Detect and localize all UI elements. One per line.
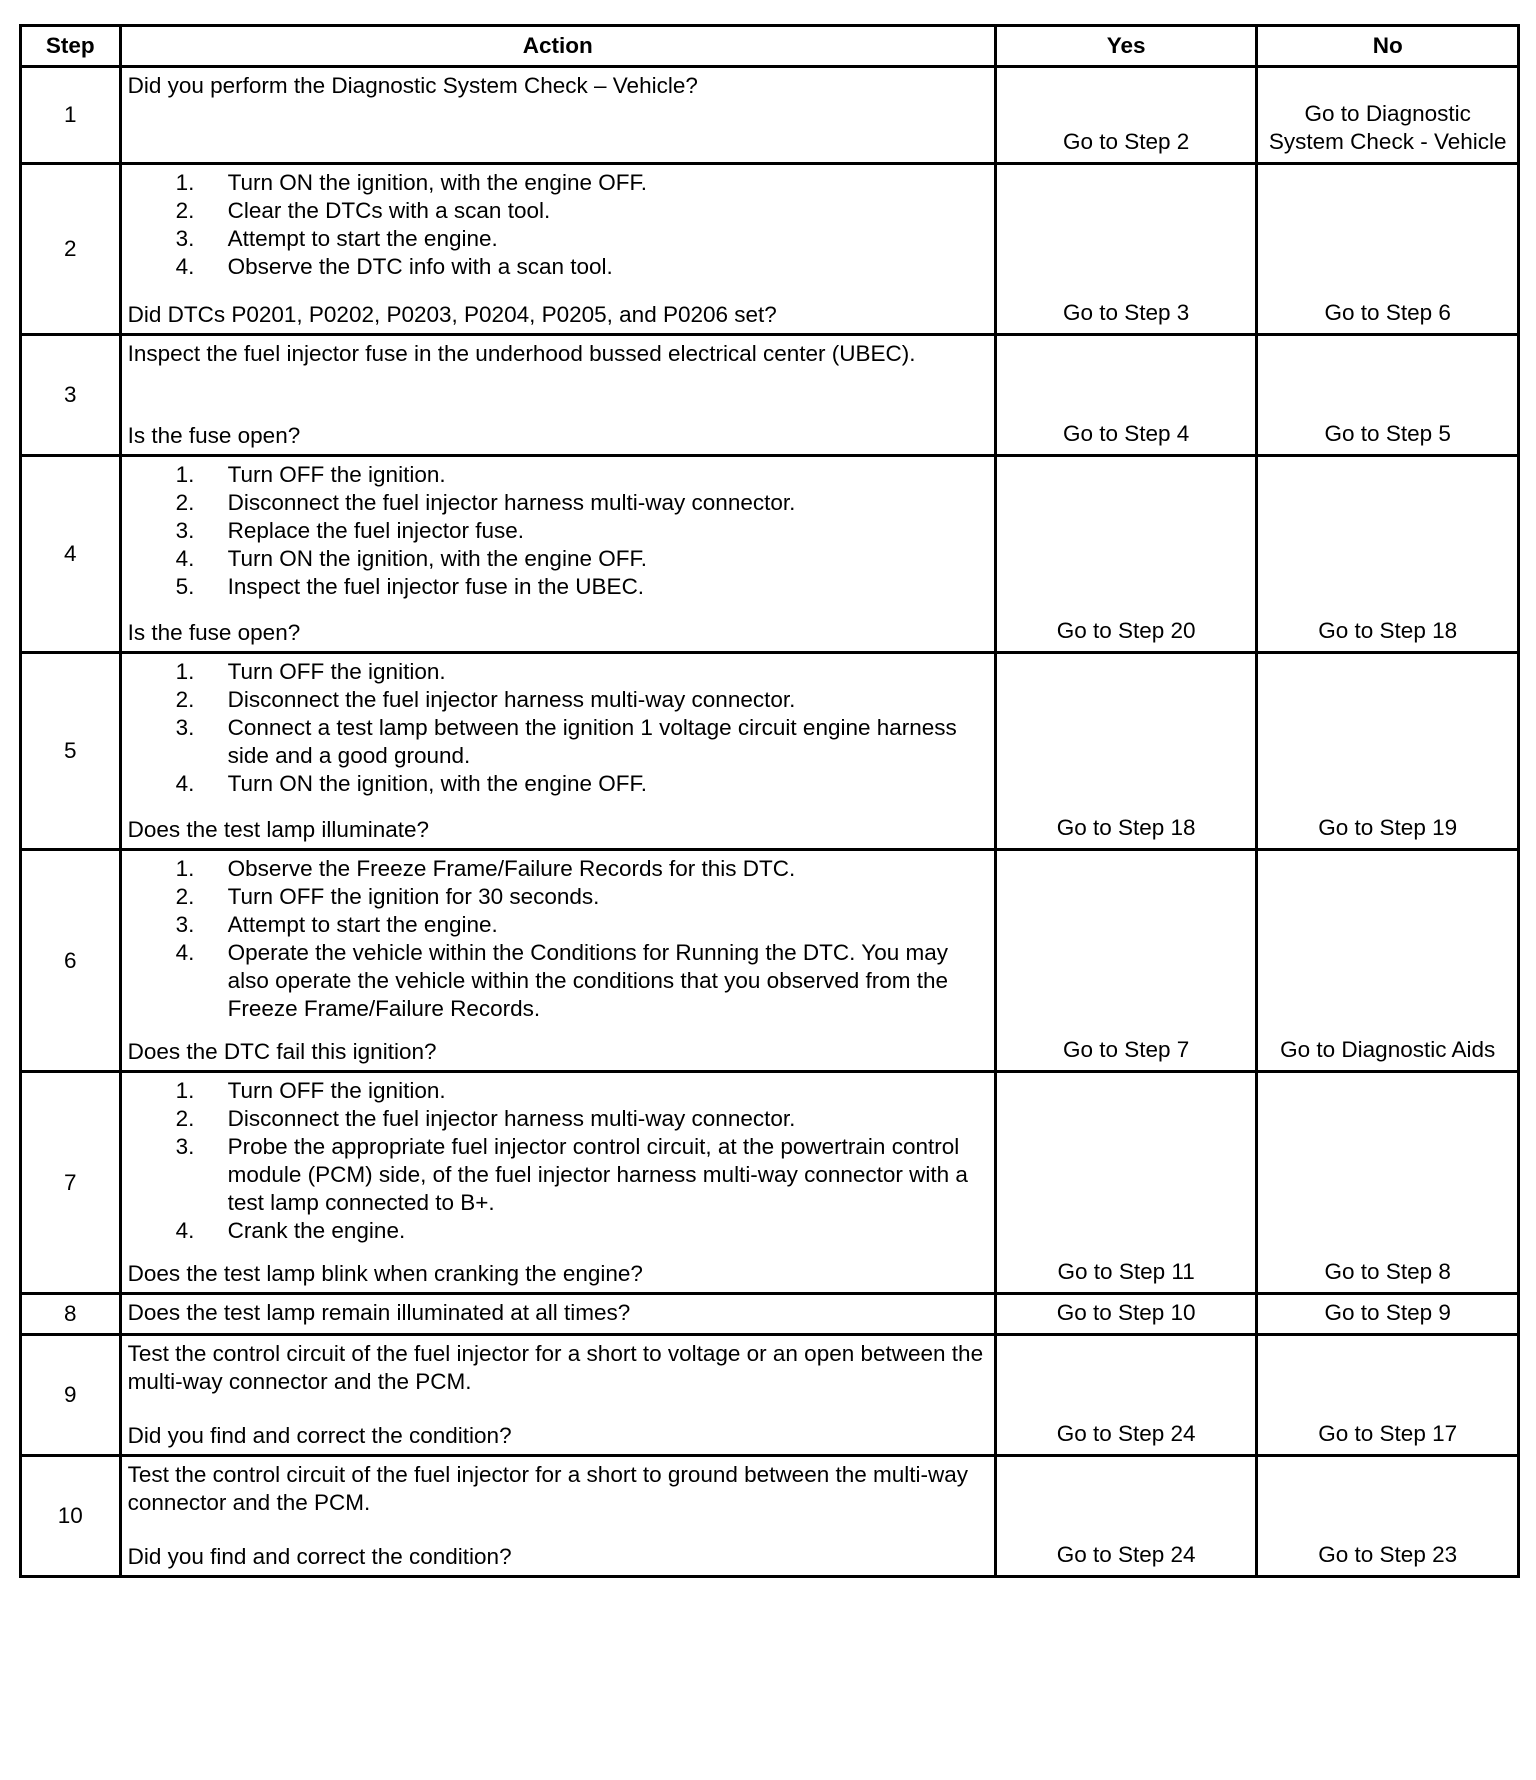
- instruction-text: Operate the vehicle within the Conditions for Running the DTC. You may also operate the vehicle within the conditions that you observed from the Freeze Frame/Failure Records.: [227, 940, 949, 1021]
- instruction-text: Probe the appropriate fuel injector control circuit, at the powertrain control module (PCM) side, of the fuel injector harness multi-way connector with a test lamp connected to B+.: [227, 1134, 968, 1215]
- result-yes-text: Go to Step 2: [1062, 129, 1190, 154]
- action-content: [128, 169, 986, 329]
- action-question: Does the DTC fail this ignition?: [127, 1039, 437, 1064]
- table-row: [21, 1335, 1519, 1456]
- step-number: 2: [21, 164, 121, 335]
- result-no-text: Go to Diagnostic Aids: [1280, 1037, 1496, 1062]
- result-yes-text: Go to Step 24: [1056, 1421, 1196, 1446]
- action-cell: [120, 1335, 995, 1456]
- result-no: [1257, 456, 1519, 653]
- result-no: [1257, 653, 1519, 850]
- instruction-item: [128, 517, 986, 545]
- action-intro: Test the control circuit of the fuel injector for a short to voltage or an open between the multi-way connector and the PCM.: [127, 1341, 984, 1394]
- action-instructions: [128, 1340, 986, 1396]
- table-row: [21, 850, 1519, 1072]
- instruction-list: [128, 461, 986, 601]
- instruction-item: [128, 225, 986, 253]
- instruction-number: 2.: [175, 687, 195, 712]
- instruction-number: 5.: [175, 574, 195, 599]
- result-yes: [995, 335, 1257, 456]
- instruction-text: Disconnect the fuel injector harness multi-way connector.: [227, 490, 796, 515]
- action-question: Did you find and correct the condition?: [127, 1544, 512, 1569]
- table-row: [21, 335, 1519, 456]
- instruction-number: 2.: [175, 198, 195, 223]
- action-instructions: [128, 461, 986, 601]
- result-yes-text: Go to Step 20: [1056, 618, 1196, 643]
- instruction-text: Turn OFF the ignition for 30 seconds.: [227, 884, 600, 909]
- result-no-text: Go to Step 5: [1324, 421, 1451, 446]
- result-yes: [995, 164, 1257, 335]
- table-row: [21, 653, 1519, 850]
- instruction-text: Replace the fuel injector fuse.: [227, 518, 525, 543]
- instruction-item: [128, 686, 986, 714]
- result-no: [1257, 850, 1519, 1072]
- action-content: [128, 1299, 986, 1327]
- table-row: [21, 67, 1519, 164]
- result-yes-text: Go to Step 7: [1062, 1037, 1190, 1062]
- step-number: 6: [21, 850, 121, 1072]
- result-no: [1257, 1456, 1519, 1577]
- instruction-item: [128, 489, 986, 517]
- result-yes: [995, 1456, 1257, 1577]
- result-no-text: Go to Step 19: [1318, 815, 1458, 840]
- instruction-text: Observe the Freeze Frame/Failure Records for this DTC.: [227, 856, 796, 881]
- result-no-text: Go to Step 9: [1324, 1300, 1451, 1325]
- instruction-text: Connect a test lamp between the ignition 1 voltage circuit engine harness side and a good ground.: [227, 715, 957, 768]
- instruction-text: Turn OFF the ignition.: [227, 462, 446, 487]
- action-cell: [120, 1294, 995, 1335]
- instruction-number: 3.: [175, 715, 195, 740]
- instruction-text: Turn ON the ignition, with the engine OFF.: [227, 170, 647, 195]
- step-number: 1: [21, 67, 121, 164]
- instruction-number: 4.: [175, 940, 195, 965]
- instruction-list: [128, 855, 986, 1023]
- action-content: [128, 461, 986, 647]
- action-cell: [120, 456, 995, 653]
- instruction-text: Attempt to start the engine.: [227, 912, 498, 937]
- result-no: [1257, 1294, 1519, 1335]
- step-number: 9: [21, 1335, 121, 1456]
- action-cell: [120, 335, 995, 456]
- action-content: [128, 1077, 986, 1288]
- table-row: [21, 164, 1519, 335]
- action-question: Is the fuse open?: [127, 423, 301, 448]
- instruction-number: 1.: [175, 170, 195, 195]
- result-no-text: Go to Step 6: [1324, 300, 1451, 325]
- result-yes: [995, 67, 1257, 164]
- action-question: Did you find and correct the condition?: [127, 1423, 512, 1448]
- instruction-text: Turn OFF the ignition.: [227, 1078, 446, 1103]
- result-yes-text: Go to Step 11: [1057, 1259, 1195, 1284]
- result-yes: [995, 456, 1257, 653]
- instruction-item: [128, 253, 986, 281]
- result-no-text: Go to Step 17: [1318, 1421, 1458, 1446]
- instruction-item: [128, 911, 986, 939]
- instruction-text: Turn ON the ignition, with the engine OFF.: [227, 771, 647, 796]
- result-yes-text: Go to Step 3: [1062, 300, 1190, 325]
- diagnostic-table: [19, 24, 1520, 1578]
- instruction-text: Clear the DTCs with a scan tool.: [227, 198, 551, 223]
- instruction-number: 2.: [175, 1106, 195, 1131]
- action-cell: [120, 1456, 995, 1577]
- result-no: [1257, 164, 1519, 335]
- result-yes: [995, 653, 1257, 850]
- result-no-text: Go to Step 18: [1318, 618, 1458, 643]
- result-no-text: Go to Step 23: [1318, 1542, 1458, 1567]
- result-yes: [995, 850, 1257, 1072]
- header-step: Step: [21, 26, 121, 67]
- action-cell: [120, 164, 995, 335]
- instruction-list: [128, 658, 986, 798]
- instruction-number: 1.: [175, 462, 195, 487]
- result-yes: [995, 1072, 1257, 1294]
- result-yes-text: Go to Step 18: [1056, 815, 1196, 840]
- instruction-number: 1.: [175, 856, 195, 881]
- instruction-number: 2.: [175, 490, 195, 515]
- action-question: Does the test lamp remain illuminated at all times?: [127, 1300, 631, 1325]
- instruction-number: 4.: [175, 546, 195, 571]
- instruction-item: [128, 939, 986, 1023]
- instruction-text: Disconnect the fuel injector harness multi-way connector.: [227, 1106, 796, 1131]
- action-content: [128, 658, 986, 844]
- result-yes: [995, 1335, 1257, 1456]
- instruction-number: 1.: [175, 659, 195, 684]
- instruction-text: Attempt to start the engine.: [227, 226, 498, 251]
- step-number: 4: [21, 456, 121, 653]
- table-header-row: [21, 26, 1519, 67]
- action-instructions: [128, 169, 986, 281]
- header-no: No: [1257, 26, 1519, 67]
- instruction-item: [128, 770, 986, 798]
- action-question: Did you perform the Diagnostic System Check – Vehicle?: [127, 73, 698, 98]
- action-question: Does the test lamp blink when cranking the engine?: [127, 1261, 643, 1286]
- instruction-list: [128, 169, 986, 281]
- action-intro: Test the control circuit of the fuel injector for a short to ground between the multi-way connector and the PCM.: [127, 1462, 969, 1515]
- instruction-number: 2.: [175, 884, 195, 909]
- instruction-item: [128, 461, 986, 489]
- action-instructions: [128, 658, 986, 798]
- instruction-number: 3.: [175, 518, 195, 543]
- instruction-number: 1.: [175, 1078, 195, 1103]
- table-row: [21, 456, 1519, 653]
- action-cell: [120, 850, 995, 1072]
- action-content: [128, 1340, 986, 1450]
- instruction-text: Turn OFF the ignition.: [227, 659, 446, 684]
- step-number: 8: [21, 1294, 121, 1335]
- action-instructions: [128, 340, 986, 368]
- instruction-item: [128, 658, 986, 686]
- instruction-number: 3.: [175, 1134, 195, 1159]
- instruction-number: 4.: [175, 1218, 195, 1243]
- instruction-item: [128, 883, 986, 911]
- instruction-item: [128, 1105, 986, 1133]
- instruction-number: 4.: [175, 254, 195, 279]
- header-action: Action: [120, 26, 995, 67]
- action-content: [128, 72, 986, 158]
- result-no: [1257, 335, 1519, 456]
- instruction-item: [128, 1133, 986, 1217]
- result-yes-text: Go to Step 4: [1062, 421, 1190, 446]
- result-no-text: Go to Step 8: [1324, 1259, 1451, 1284]
- step-number: 10: [21, 1456, 121, 1577]
- action-content: [128, 855, 986, 1066]
- result-no: [1257, 1335, 1519, 1456]
- instruction-item: [128, 573, 986, 601]
- instruction-item: [128, 545, 986, 573]
- table-body: [21, 67, 1519, 1577]
- action-cell: [120, 67, 995, 164]
- result-no: [1257, 67, 1519, 164]
- step-number: 3: [21, 335, 121, 456]
- instruction-text: Inspect the fuel injector fuse in the UBEC.: [227, 574, 645, 599]
- table-row: [21, 1456, 1519, 1577]
- action-cell: [120, 653, 995, 850]
- step-number: 5: [21, 653, 121, 850]
- step-number: 7: [21, 1072, 121, 1294]
- table-row: [21, 1294, 1519, 1335]
- result-no-text: Go to Diagnostic System Check - Vehicle: [1268, 101, 1507, 154]
- instruction-text: Observe the DTC info with a scan tool.: [227, 254, 613, 279]
- action-instructions: [128, 1461, 986, 1517]
- instruction-number: 3.: [175, 912, 195, 937]
- instruction-number: 4.: [175, 771, 195, 796]
- instruction-item: [128, 855, 986, 883]
- instruction-item: [128, 169, 986, 197]
- result-yes-text: Go to Step 24: [1056, 1542, 1196, 1567]
- instruction-text: Crank the engine.: [227, 1218, 406, 1243]
- action-question: Did DTCs P0201, P0202, P0203, P0204, P0205, and P0206 set?: [127, 302, 777, 327]
- instruction-number: 3.: [175, 226, 195, 251]
- instruction-text: Disconnect the fuel injector harness multi-way connector.: [227, 687, 796, 712]
- instruction-item: [128, 714, 986, 770]
- action-content: [128, 1461, 986, 1571]
- action-content: [128, 340, 986, 450]
- action-instructions: [128, 855, 986, 1023]
- action-instructions: [128, 1077, 986, 1245]
- header-yes: Yes: [995, 26, 1257, 67]
- instruction-item: [128, 197, 986, 225]
- result-no: [1257, 1072, 1519, 1294]
- table-row: [21, 1072, 1519, 1294]
- action-cell: [120, 1072, 995, 1294]
- instruction-list: [128, 1077, 986, 1245]
- action-intro: Inspect the fuel injector fuse in the underhood bussed electrical center (UBEC).: [127, 341, 916, 366]
- result-yes: [995, 1294, 1257, 1335]
- action-question: Does the test lamp illuminate?: [127, 817, 429, 842]
- instruction-item: [128, 1077, 986, 1105]
- instruction-text: Turn ON the ignition, with the engine OFF.: [227, 546, 647, 571]
- action-question: Is the fuse open?: [127, 620, 301, 645]
- instruction-item: [128, 1217, 986, 1245]
- result-yes-text: Go to Step 10: [1056, 1300, 1196, 1325]
